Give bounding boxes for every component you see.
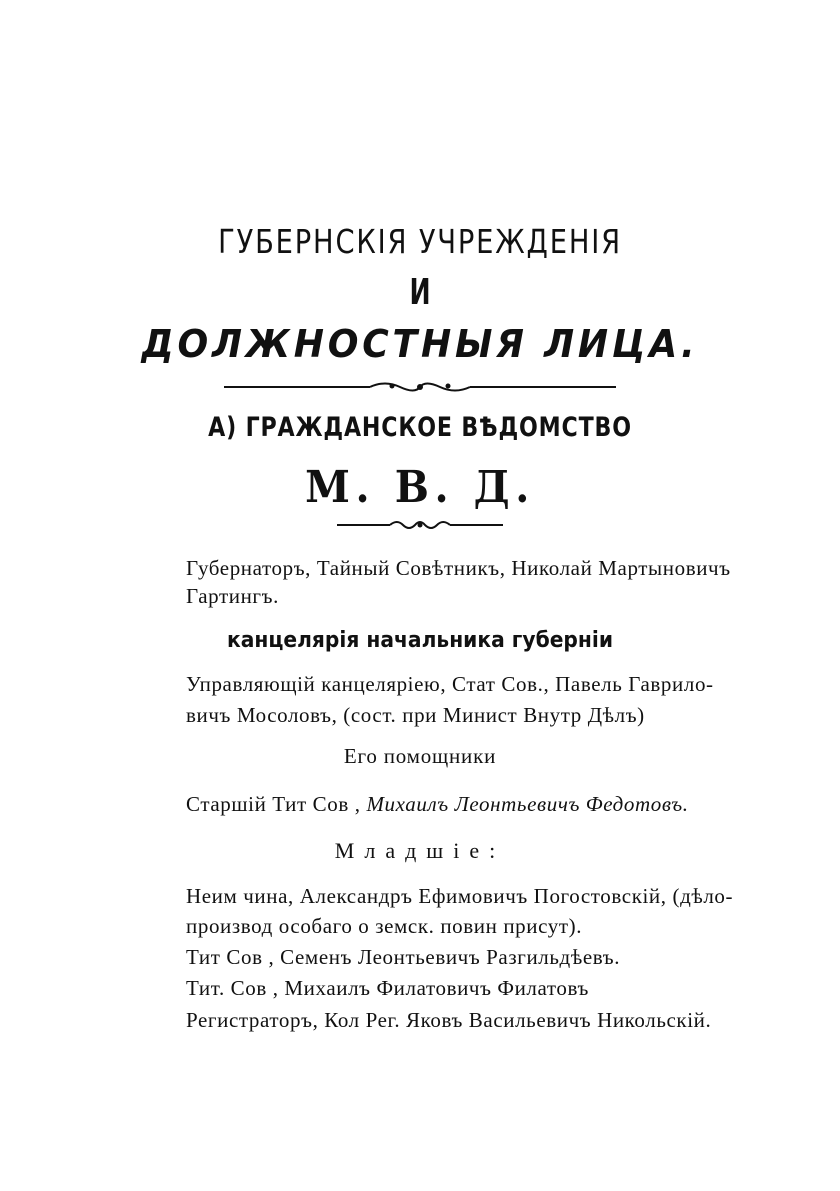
section-heading: А) ГРАЖДАНСКОЕ ВѢДОМСТВО	[208, 412, 632, 443]
manager-line-2: вичъ Мосоловъ, (сост. при Минист Внутр Дѣлъ)	[186, 703, 645, 727]
junior-entry: Тит Сов , Семенъ Леонтьевичъ Разгильдѣевъ.	[186, 945, 621, 969]
governor-line-1: Губернаторъ, Тайный Совѣтникъ, Николай Мартыновичъ	[186, 556, 731, 580]
senior-assistant-rank: Старшій Тит Сов ,	[186, 792, 361, 816]
juniors-heading: Младшіе:	[334, 838, 506, 863]
ornament-divider-bottom	[0, 516, 840, 534]
senior-assistant-name: Михаилъ Леонтьевичъ Федотовъ.	[366, 792, 689, 816]
manager-line-1: Управляющій канцеляріею, Стат Сов., Павель Гаврило-	[186, 672, 714, 696]
title-line-1: ГУБЕРНСКІЯ УЧРЕЖДЕНІЯ	[218, 222, 622, 261]
ministry-heading: М. В. Д.	[305, 462, 535, 513]
ornament-divider-top	[0, 378, 840, 396]
junior-entry: производ особаго о земск. повин присут).	[186, 914, 583, 938]
junior-entry: Регистраторъ, Кол Рег. Яковъ Васильевичъ Никольскій.	[186, 1008, 712, 1032]
assistants-heading: Его помощники	[343, 744, 497, 768]
junior-entry: Тит. Сов , Михаилъ Филатовичъ Филатовъ	[186, 976, 589, 1000]
junior-entry: Неим чина, Александръ Ефимовичъ Погостовскій, (дѣло-	[186, 884, 734, 908]
senior-assistant	[186, 792, 689, 817]
chancellery-heading: канцелярія начальника губерніи	[226, 628, 614, 653]
title-line-3: ДОЛЖНОСТНЫЯ ЛИЦА.	[141, 322, 699, 366]
title-conjunction: И	[409, 272, 431, 313]
governor-line-2: Гартингъ.	[186, 584, 279, 608]
